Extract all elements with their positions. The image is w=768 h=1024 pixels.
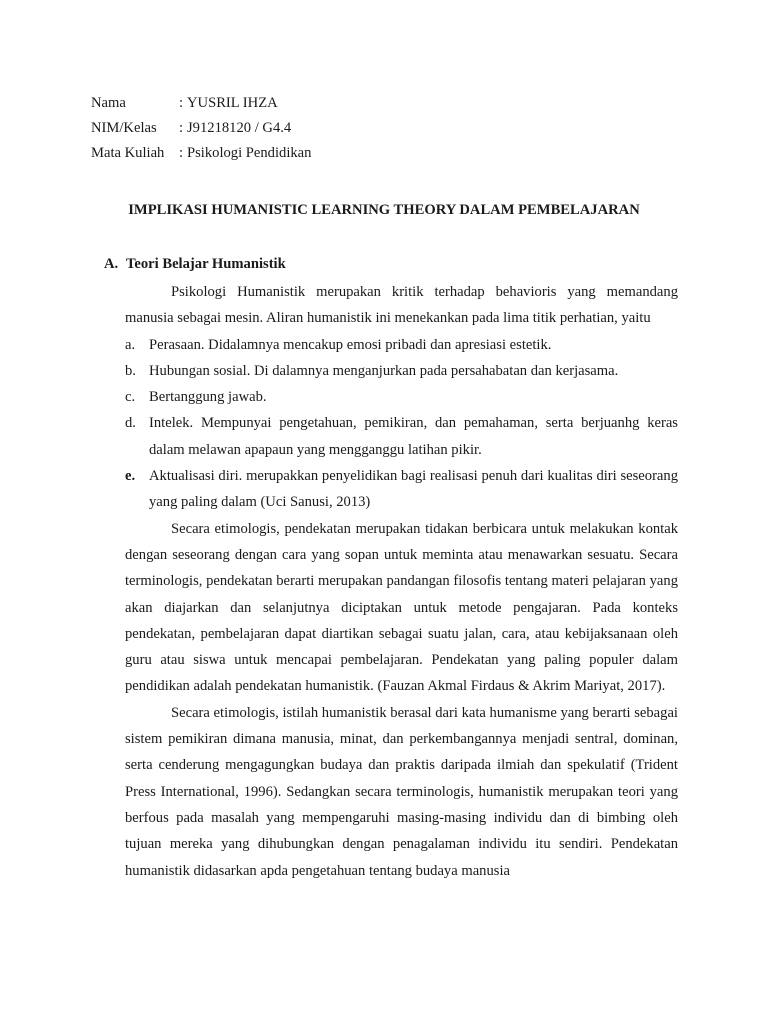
- info-value-nim: J91218120 / G4.4: [187, 120, 292, 136]
- document-title: IMPLIKASI HUMANISTIC LEARNING THEORY DALAM PEMBELAJARAN: [128, 202, 640, 218]
- list-item: [125, 384, 678, 410]
- info-label: Mata Kuliah: [91, 145, 165, 161]
- paragraph-intro: Psikologi Humanistik merupakan kritik terhadap behavioris yang memandang manusia sebagai mesin. Aliran humanistik ini menekankan pada lima titik perhatian, yaitu: [125, 284, 678, 327]
- info-row-nim: [91, 118, 491, 143]
- info-value-name: YUSRIL IHZA: [187, 95, 278, 111]
- list-item-text: Perasaan. Didalamnya mencakup emosi pribadi dan apresiasi estetik.: [149, 336, 552, 353]
- info-colon: :: [179, 145, 184, 161]
- paragraph-humanistic: Secara etimologis, istilah humanistik berasal dari kata humanisme yang berarti sebagai sistem pemikiran dimana manusia, minat, dan perkembangannya menjadi sentral, dominan, serta cenderung mengagungkan budaya dan praktis daripada ilmiah dan spekulatif (Trident Press International, 1996). Sedangkan secara terminologis, humanistik merupakan teori yang berfous pada masalah yang mempengaruhi masing-masing individu dan di bimbing oleh tujuan mereka yang dihubungkan dengan penagalaman individu itu sendiri. Pendekatan humanistik didasarkan apda pengetahuan tentang budaya manusia: [125, 704, 678, 879]
- list-item: [125, 332, 678, 358]
- section-letter: A.: [104, 256, 119, 272]
- section-heading-text: Teori Belajar Humanistik: [126, 256, 286, 272]
- info-row-name: [91, 93, 491, 118]
- list-item-text: Intelek. Mempunyai pengetahuan, pemikiran, dan pemahaman, serta berjuanhg keras dalam melawan apapaun yang mengganggu latihan pikir.: [149, 415, 678, 458]
- list-marker: b.: [125, 362, 136, 379]
- info-value-course: Psikologi Pendidikan: [187, 145, 312, 161]
- info-colon: :: [179, 120, 184, 136]
- list-marker: a.: [125, 336, 136, 353]
- list-item: [125, 410, 678, 463]
- list-item: [125, 358, 678, 384]
- info-label: Nama: [91, 95, 126, 111]
- info-row-course: [91, 143, 491, 168]
- section-heading: [104, 254, 286, 274]
- list-item-text: Aktualisasi diri. merupakkan penyelidikan bagi realisasi penuh dari kualitas diri seseorang yang paling dalam (Uci Sanusi, 2013): [149, 468, 678, 511]
- student-info: [91, 93, 491, 168]
- list-marker: e.: [125, 468, 136, 485]
- body-text: [125, 279, 678, 884]
- attention-points-list: [125, 332, 678, 516]
- list-item: [125, 463, 678, 516]
- list-item-text: Hubungan sosial. Di dalamnya menganjurkan pada persahabatan dan kerjasama.: [149, 362, 619, 379]
- info-label: NIM/Kelas: [91, 120, 157, 136]
- list-marker: d.: [125, 415, 136, 432]
- paragraph-approach: Secara etimologis, pendekatan merupakan tidakan berbicara untuk melakukan kontak dengan seseorang dengan cara yang sopan untuk meminta atau menawarkan sesuatu. Secara terminologis, pendekatan berarti merupakan pandangan filosofis tentang materi pelajaran yang akan diajarkan dan selanjutnya diciptakan untuk metode pengajaran. Pada konteks pendekatan, pembelajaran dapat diartikan sebagai suatu jalan, cara, atau kebijaksanaan oleh guru atau siswa untuk mencapai pembelajaran. Pendekatan yang paling populer dalam pendidikan adalah pendekatan humanistik. (Fauzan Akmal Firdaus & Akrim Mariyat, 2017).: [125, 520, 678, 695]
- list-marker: c.: [125, 389, 136, 406]
- info-colon: :: [179, 95, 184, 111]
- list-item-text: Bertanggung jawab.: [149, 389, 267, 406]
